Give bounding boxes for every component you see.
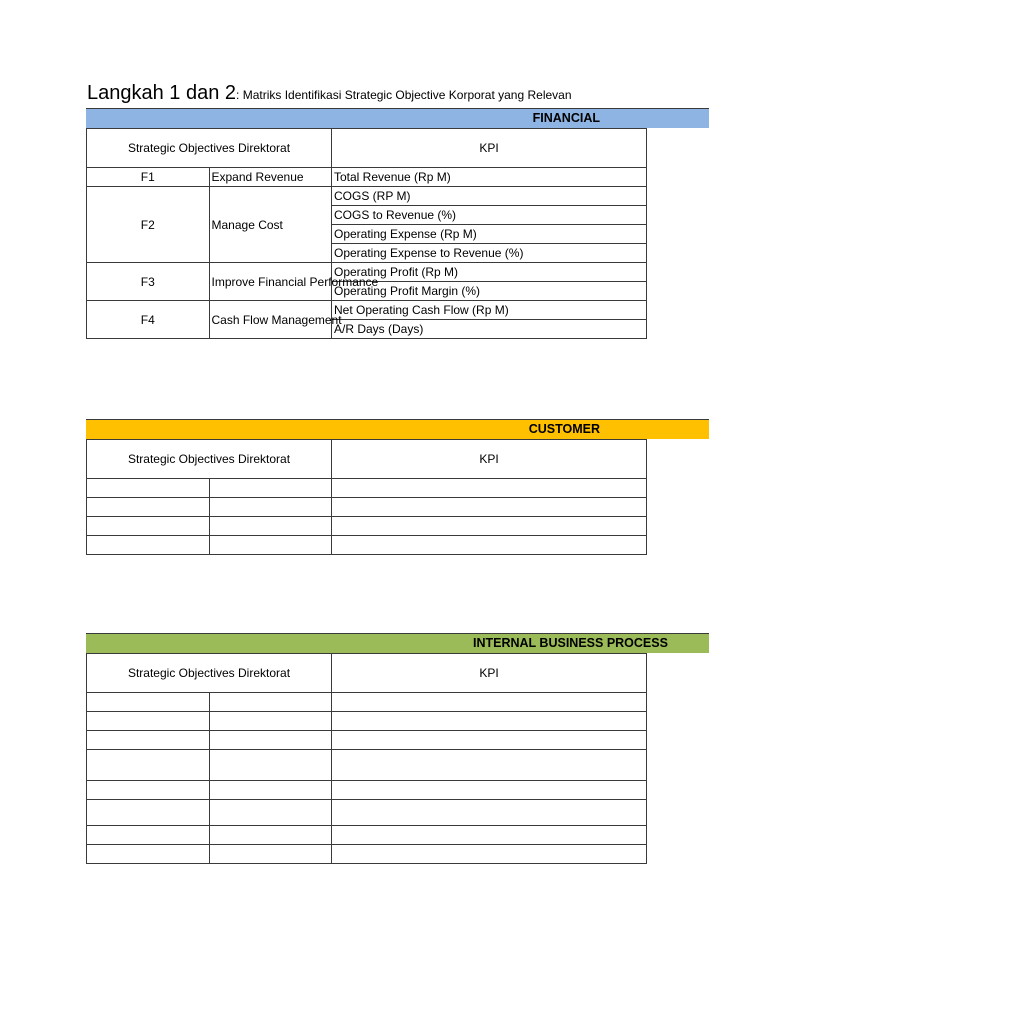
internal-cell [209,750,332,781]
financial-row-code: F2 [87,187,210,263]
financial-row-kpi: Net Operating Cash Flow (Rp M) [332,301,647,320]
financial-row-code: F3 [87,263,210,301]
internal-col-kpi: KPI [332,654,647,693]
internal-cell [209,800,332,826]
financial-row-objective: Improve Financial Performance [209,263,332,301]
internal-cell [87,826,210,845]
internal-cell [332,750,647,781]
financial-band [86,108,709,128]
customer-cell [87,517,210,536]
financial-row-code: F4 [87,301,210,339]
customer-cell [332,479,647,498]
financial-row-objective: Expand Revenue [209,168,332,187]
page-title [87,82,572,105]
internal-cell [87,693,210,712]
internal-cell [332,693,647,712]
title-main: Langkah 1 dan 2 [87,82,237,104]
internal-cell [209,693,332,712]
internal-cell [87,800,210,826]
customer-cell [87,479,210,498]
financial-row-objective: Manage Cost [209,187,332,263]
financial-col-objective: Strategic Objectives Direktorat [87,129,332,168]
customer-col-objective: Strategic Objectives Direktorat [87,440,332,479]
customer-table [86,439,647,555]
title-sub: : Matriks Identifikasi Strategic Objective Korporat yang Relevan [236,88,572,102]
financial-band-label: FINANCIAL [532,111,600,125]
internal-cell [332,826,647,845]
internal-band-label: INTERNAL BUSINESS PROCESS [473,636,668,650]
internal-col-objective: Strategic Objectives Direktorat [87,654,332,693]
customer-cell [87,536,210,555]
internal-cell [209,731,332,750]
internal-cell [87,845,210,864]
financial-row-objective: Cash Flow Management [209,301,332,339]
internal-cell [332,845,647,864]
customer-band [86,419,709,439]
financial-row-kpi: Operating Profit Margin (%) [332,282,647,301]
financial-row-kpi: A/R Days (Days) [332,320,647,339]
customer-cell [332,498,647,517]
financial-row-kpi: COGS to Revenue (%) [332,206,647,225]
internal-cell [209,845,332,864]
internal-cell [87,781,210,800]
financial-row-kpi: Operating Expense (Rp M) [332,225,647,244]
financial-row-kpi: Operating Profit (Rp M) [332,263,647,282]
internal-cell [209,781,332,800]
internal-cell [209,826,332,845]
customer-cell [209,498,332,517]
customer-cell [209,536,332,555]
customer-band-label: CUSTOMER [528,422,600,436]
internal-cell [332,731,647,750]
internal-cell [209,712,332,731]
internal-cell [332,712,647,731]
financial-row-kpi: Total Revenue (Rp M) [332,168,647,187]
customer-cell [209,479,332,498]
internal-cell [87,712,210,731]
customer-cell [87,498,210,517]
internal-table [86,653,647,864]
internal-cell [87,750,210,781]
financial-table [86,128,647,339]
customer-cell [332,517,647,536]
financial-row-kpi: COGS (RP M) [332,187,647,206]
internal-band [86,633,709,653]
customer-col-kpi: KPI [332,440,647,479]
financial-row-kpi: Operating Expense to Revenue (%) [332,244,647,263]
internal-cell [332,800,647,826]
financial-row-code: F1 [87,168,210,187]
financial-col-kpi: KPI [332,129,647,168]
internal-cell [87,731,210,750]
internal-cell [332,781,647,800]
customer-cell [332,536,647,555]
customer-cell [209,517,332,536]
